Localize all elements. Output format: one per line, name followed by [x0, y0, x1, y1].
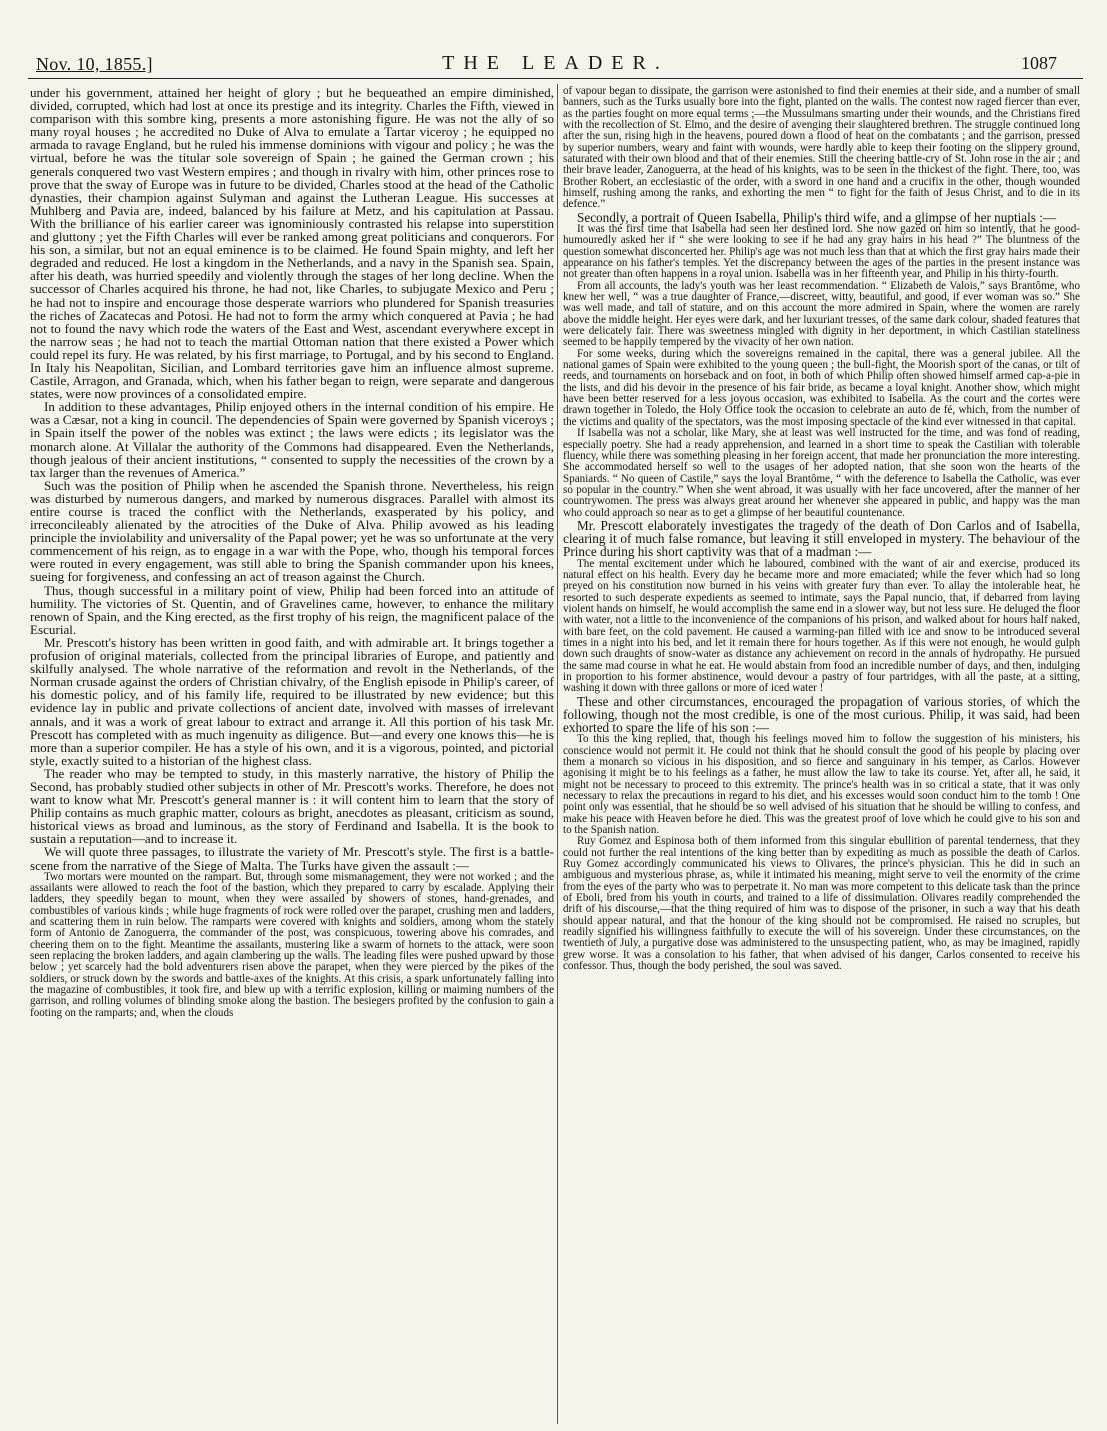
- issue-date: Nov. 10, 1855.]: [36, 54, 153, 74]
- body-paragraph: Mr. Prescott's history has been written in good faith, and with admirable art. It brings together a profusion of original materials, collected from the principal libraries of Europe, and patiently and skilfully analysed. The whole narrative of the reformation and revolt in the Netherlands, of the Norman crusade against the orders of Christian chivalry, of the English episode in Philip's career, of his domestic policy, and of his family life, required to be illustrated by new evidence; but this evidence lay in public and private collections of ancient date, involved with masses of irrelevant annals, and it was a work of great labour to extract and arrange it. All this portion of his task Mr. Prescott has completed with as much ingenuity as diligence. But—and every one knows this—he is more than a superior compiler. He has a style of his own, and it is a vigorous, pointed, and pictorial style, exactly suited to a historian of the highest class.: [30, 634, 554, 768]
- masthead: [28, 50, 1083, 78]
- quoted-extract: From all accounts, the lady's youth was her least recommendation. “ Elizabeth de Valois,” says Brantôme, who knew her well, “ was a true daughter of France,—discreet, witty, beautiful, and good, if ever woman was so.” She was well made, and tall of stature, and on this account the more admired in Spain, where the women are rarely above the middle height. Her eyes were dark, and her luxuriant tresses, of the same dark colour, shaded features that were delicately fair. There was sweetness mingled with dignity in her deportment, in which Castilian stateliness seemed to be happily tempered by the vivacity of her own nation.: [563, 279, 1080, 349]
- body-paragraph: These and other circumstances, encouraged the propagation of various stories, of which the following, though not the most credible, is one of the most curious. Philip, it was said, had been exhorted to spare the life of his son :—: [563, 693, 1080, 736]
- body-paragraph: Mr. Prescott elaborately investigates the tragedy of the death of Don Carlos and of Isabella, clearing it of much false romance, but leaving it still enveloped in mystery. The behaviour of the Prince during his short captivity was that of a madman :—: [563, 517, 1080, 560]
- quoted-extract: The mental excitement under which he laboured, combined with the want of air and exercise, produced its natural effect on his health. Every day he became more and more emaciated; while the fever which had so long preyed on his constitution now burned in his veins with greater fury than ever. To allay the intolerable heat, he resorted to such desperate expedients as seemed to intimate, says the Papal nuncio, that, if debarred from laying violent hands on himself, he would accomplish the same end in a slower way, but not less sure. He deluged the floor with water, not a little to the inconvenience of the companions of his prison, and walked about for hours half naked, with bare feet, on the cold pavement. He caused a warming-pan filled with ice and snow to be introduced several times in a night into his bed, and let it remain there for hours together. As if this were not enough, he would gulph down such draughts of snow-water as distance any achievement on record in the annals of hydropathy. He pursued the same mad course in what he eat. He would abstain from food an incredible number of days, and then, indulging in proportion to his former abstinence, would devour a pastry of four partridges, with all the paste, at a sitting, washing it down with three gallons or more of iced water !: [563, 557, 1080, 695]
- left-column: [30, 86, 554, 1424]
- body-paragraph: In addition to these advantages, Philip enjoyed others in the internal condition of his empire. He was a Cæsar, not a king in council. The dependencies of Spain were governed by Spanish viceroys ; in Spain itself the power of the nobles was extinct ; the laws were edicts ; its legislator was the monarch alone. At Villalar the authority of the Commons had disappeared. Even the Netherlands, though jealous of their ancient institutions, “ consented to supply the necessities of the crown by a tax larger than the revenues of America.”: [30, 399, 554, 480]
- newspaper-title: THE LEADER.: [442, 52, 669, 74]
- quoted-extract: of vapour began to dissipate, the garrison were astonished to find their enemies at their side, and a number of small banners, such as the Turks usually bore into the fight, planted on the walls. The contest now raged fiercer than ever, as the parties fought on more equal terms ;—the Mussulmans smarting under their wounds, and the Christians fired with the recollection of St. Elmo, and the desire of avenging their slaughtered brethren. The struggle continued long after the sun, rising high in the heavens, poured down a flood of heat on the combatants ; and the garrison, pressed by superior numbers, weary and faint with wounds, were hardly able to keep their footing on the slippery ground, saturated with their own blood and that of their enemies. Still the cheering battle-cry of St. John rose in the air ; and their brave leader, Zanoguerra, at the head of his knights, was to be seen in the thickest of the fight. There, too, was Brother Robert, an ecclesiastic of the order, with a sword in one hand and a crucifix in the other, though wounded himself, rushing among the ranks, and exhorting the men “ to fight for the faith of Jesus Christ, and to die in its defence.”: [563, 86, 1080, 211]
- right-column: [563, 86, 1080, 1424]
- quoted-extract: Ruy Gomez and Espinosa both of them informed from this singular ebullition of parental tenderness, that they could not further the real intentions of the king better than by expediting as much as possible the death of Carlos. Ruy Gomez accordingly communicated his views to Olivares, the prince's physician. This he did in such an ambiguous and mysterious phrase, as, while it intimated his meaning, might serve to veil the enormity of the crime from the eyes of the party who was to perpetrate it. No man was more competent to this delicate task than the prince of Eboli, bred from his youth in courts, and trained to a life of dissimulation. Olivares readily comprehended the drift of his discourse,—that the thing required of him was to dispose of the prisoner, in such a way that his death should appear natural, and that the honour of the king should not be compromised. He raised no scruples, but readily signified his willingness faithfully to execute the will of his sovereign. Under these circumstances, on the twentieth of July, a purgative dose was administered to the unsuspecting patient, who, as may be imagined, rapidly grew worse. It was a consolation to his father, that when advised of his danger, Carlos consented to receive his confessor. Thus, though the body perished, the soul was saved.: [563, 835, 1080, 973]
- page-number: 1087: [1021, 53, 1057, 73]
- quoted-extract: It was the first time that Isabella had seen her destined lord. She now gazed on him so intently, that he good-humouredly asked her if “ she were looking to see if he had any gray hairs in his head ?” The bluntness of the question somewhat disconcerted her. Philip's age was not much less than that at which the first gray hairs made their appearance on his father's temples. Yet the discrepancy between the ages of the parties in the present instance was not greater than often happens in a royal union. Isabella was in her fifteenth year, and Philip in his thirty-fourth.: [563, 222, 1080, 281]
- quoted-extract: Two mortars were mounted on the rampart. But, through some mismanagement, they were not worked ; and the assailants were allowed to reach the foot of the bastion, which they prepared to carry by escalade. Applying their ladders, they speedily began to mount, when they were assailed by showers of stones, hand-grenades, and combustibles of various kinds ; while huge fragments of rock were rolled over the parapet, crushing men and ladders, and scattering them in ruin below. The ramparts were covered with knights and soldiers, among whom the stately form of Antonio de Zanoguerra, the commander of the post, was conspicuous, towering above his comrades, and cheering them on to the fight. Meantime the assailants, mustering like a swarm of hornets to the attack, were soon seen replacing the broken ladders, and again clambering up the walls. The leading files were pushed upward by those below ; yet scarcely had the bold adventurers risen above the parapet, when they were pierced by the pikes of the soldiers, or struck down by the swords and battle-axes of the knights. At this crisis, a spark unfortunately falling into the magazine of combustibles, it took fire, and blew up with a terrific explosion, killing or maiming numbers of the garrison, and rolling volumes of blinding smoke along the bastion. The besiegers profited by the confusion to gain a footing on the ramparts; and, when the clouds: [30, 870, 554, 1019]
- body-paragraph: Thus, though successful in a military point of view, Philip had been forced into an attitude of humility. The victories of St. Quentin, and of Gravelines came, however, to enhance the military renown of Spain, and the King erected, as the first trophy of his reign, the magnificent palace of the Escurial.: [30, 582, 554, 637]
- body-paragraph: We will quote three passages, to illustrate the variety of Mr. Prescott's style. The first is a battle-scene from the narrative of the Siege of Malta. The Turks have given the assault :—: [30, 844, 554, 873]
- quoted-extract: If Isabella was not a scholar, like Mary, she at least was well instructed for the time, and was fond of reading, especially poetry. She had a ready apprehension, and learned in a short time to speak the Castilian with tolerable fluency, while there was something pleasing in her foreign accent, that made her pronunciation the more interesting. She accommodated herself so well to the usages of her adopted nation, that she soon won the hearts of the Spaniards. “ No queen of Castile,” says the loyal Brantôme, “ with the deference to Isabella the Catholic, was ever so popular in the country.” When she went abroad, it was usually with her face uncovered, after the manner of her countrywomen. The press was always great around her whenever she appeared in public, and happy was the man who could approach so near as to get a glimpse of her beautiful countenance.: [563, 427, 1080, 519]
- body-paragraph: The reader who may be tempted to study, in this masterly narrative, the history of Philip the Second, has probably studied other subjects in other of Mr. Prescott's works. Therefore, he does not want to know what Mr. Prescott's general manner is : it will content him to learn that the story of Philip contains as much graphic matter, colours as bright, anecdotes as pleasant, criticism as sound, historical views as broad and luminous, as the story of Ferdinand and Isabella. It is the book to sustain a reputation—and to increase it.: [30, 765, 554, 847]
- quoted-extract: For some weeks, during which the sovereigns remained in the capital, there was a general jubilee. All the national games of Spain were exhibited to the young queen ; the bull-fight, the Moorish sport of the canas, or tilt of reeds, and tournaments on horseback and on foot, in both of which Philip often showed himself armed cap-a-pie in the lists, and did his devoir in the presence of his fair bride, as became a loyal knight. Another show, which might have been better reserved for a less joyous occasion, was exhibited to Isabella. As the court and the cortes were drawn together in Toledo, the Holy Office took the occasion to celebrate an auto de fé, which, from the number of the victims and quality of the spectators, was the most imposing spectacle of the kind ever witnessed in that capital.: [563, 347, 1080, 428]
- body-paragraph: Secondly, a portrait of Queen Isabella, Philip's third wife, and a glimpse of her nuptials :—: [577, 209, 1057, 225]
- body-paragraph: Such was the position of Philip when he ascended the Spanish throne. Nevertheless, his reign was disturbed by numerous dangers, and marked by numerous disgraces. Parallel with almost its entire course is traced the conflict with the Netherlands, exasperated by his policy, and irreconcileably alienated by the atrocities of the Duke of Alva. Philip avowed as his leading principle the inviolability and universality of the Papal power; yet he was so unfortunate at the very commencement of his reign, as to engage in a war with the Pope, who, though his temporal forces were routed in every engagement, was still able to bring the Spanish commander upon his knees, sueing for forgiveness, and confessing an act of treason against the Church.: [30, 477, 554, 585]
- body-paragraph: under his government, attained her height of glory ; but he bequeathed an empire diminished, divided, corrupted, which had lost at once its prestige and its integrity. Charles the Fifth, viewed in comparison with this sombre king, presents a more astonishing figure. He was not the ally of so many royal houses ; he accredited no Duke of Alva to emulate a Tartar viceroy ; he equipped no armada to ravage England, but he ruled his immense dominions with vigour and policy ; he was the virtual, before he was the titular sole sovereign of Spain ; he gained the German crown ; his generals conquered two vast Western empires ; and though in rivalry with him, other princes rose to prove that the sway of Europe was in future to be divided, Charles stood at the head of the Catholic dynasties, their champion against Sulyman and against the Lutheran League. His successes at Muhlberg and Pavia are, indeed, balanced by his failure at Metz, and his capitulation at Passau. With the brilliance of his earlier career was ignominiously contrasted his relapse into superstition and gluttony ; yet the Fifth Charles will ever be ranked among great politicians and conquerors. For his son, a similar, but not an equal eminence is to be claimed. He found Spain mighty, and left her degraded and reduced. He lost a kingdom in the Netherlands, and a navy in the Spanish sea. Spain, after his death, was hurried speedily and violently through the stages of her long decline. When the successor of Charles acquired his throne, he had not, like Charles, to subjugate Mexico and Peru ; he had not to inspire and encourage those desperate warriors who plundered for Spanish treasuries the riches of Zacatecas and Potosi. He had not to form the army which conquered at Pavia ; he had not to found the navy which rode the waters of the East and West, ascendant everywhere except in the narrow seas ; he had not to teach the martial Ottoman nation that there existed a Power which could repel its fury. He was related, by his first marriage, to Portugal, and by his second to England. In Italy his Neapolitan, Sicilian, and Lombard territories gave him an influence almost supreme. Castile, Arragon, and Granada, which, when his father began to reign, were separate and dangerous states, were now provinces of a consolidated empire.: [30, 86, 554, 402]
- column-divider: [557, 84, 558, 1424]
- header-rule: [28, 78, 1083, 79]
- quoted-extract: To this the king replied, that, though his feelings moved him to follow the suggestion of his ministers, his conscience would not permit it. He could not think that he should consult the good of his people by placing over them a monarch so vicious in his disposition, and so fierce and sanguinary in his temper, as Carlos. However agonising it might be to his feelings as a father, he must allow the law to take its course. Yet, after all, he said, it might not be necessary to proceed to this extremity. The prince's health was in so critical a state, that it was only necessary to relax the precautions in regard to his diet, and his excesses would soon conduct him to the tomb ! One point only was essential, that he should be so well advised of his situation that he should be willing to confess, and make his peace with Heaven before he died. This was the greatest proof of love which he could give to his son and to the Spanish nation.: [563, 733, 1080, 837]
